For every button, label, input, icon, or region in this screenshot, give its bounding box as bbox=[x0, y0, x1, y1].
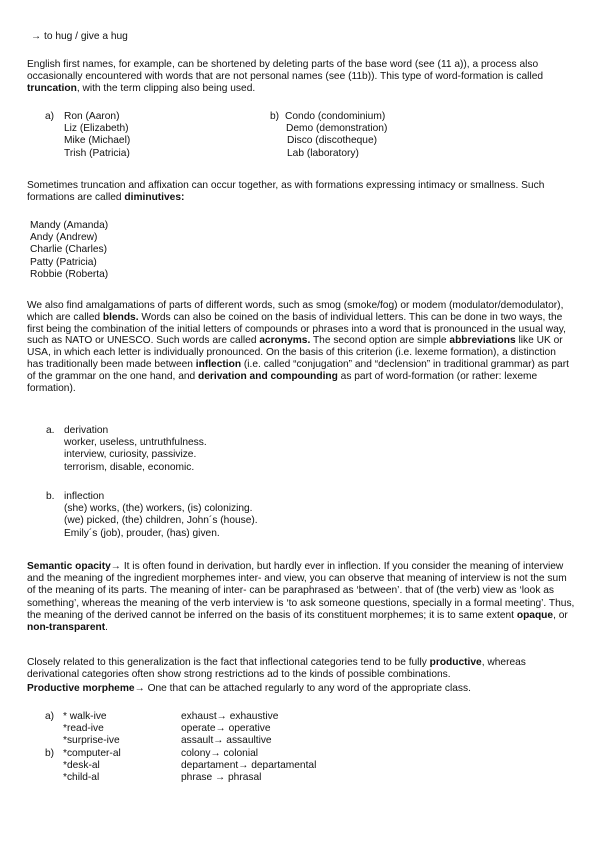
inflection-label: b. bbox=[46, 491, 55, 502]
top-line: → to hug / give a hug bbox=[31, 31, 128, 42]
term-opaque: opaque bbox=[516, 609, 554, 621]
cell-left: *child-al bbox=[63, 771, 100, 783]
paragraph-productivity bbox=[27, 657, 575, 681]
para4-text: → It is often found in derivation, but hardly ever in inflection. If you consider the meaning of interview and the meaning of the ingredient morphemes inter- and view, you can observe that meaning of interview is not the sum of the meaning of its parts. The meaning of inter- can be paraphrased as ‘between’. that of (the verb) view as ‘look as something’, whereas the meaning of the verb interview is ‘to ask someone questions, specially in a formal meeting’. Thus, the meaning of the derived cannot be inferred on the basis of its constituent morphemes; it is to same extent bbox=[27, 561, 575, 621]
list-item: Demo (demonstration) bbox=[286, 123, 388, 135]
list-item: Liz (Elizabeth) bbox=[64, 123, 129, 135]
list-item: Ron (Aaron) bbox=[64, 111, 120, 122]
term-inflection: inflection bbox=[195, 358, 242, 370]
para5-text: , whereas derivational categories often show strong restrictions ad to the kinds of possible combinations. bbox=[27, 657, 526, 681]
para1-text: English first names, for example, can be shortened by deleting parts of the base word (see (11 a)), a process also occasionally encountered with words that are not personal names (see (11b)). This type of word-formation is called bbox=[27, 59, 544, 83]
example-line: interview, curiosity, passivize. bbox=[64, 449, 197, 461]
row-label: a) bbox=[45, 711, 55, 722]
list-b-label: b) bbox=[270, 111, 280, 122]
block-title: inflection bbox=[64, 491, 105, 502]
cell-right: operate→ operative bbox=[181, 723, 271, 735]
derivation-label: a. bbox=[46, 425, 55, 436]
term-derivation-compounding: derivation and compounding bbox=[198, 370, 338, 382]
list-item: Lab (laboratory) bbox=[287, 147, 359, 159]
example-line: worker, useless, untruthfulness. bbox=[64, 437, 207, 449]
para4-text: . bbox=[105, 622, 108, 634]
cell-left: *read-ive bbox=[63, 723, 104, 735]
list-item: Disco (discotheque) bbox=[287, 135, 378, 147]
list-item: Mandy (Amanda) bbox=[30, 220, 109, 231]
term-truncation: truncation bbox=[27, 83, 77, 95]
list-item: Condo (condominium) bbox=[285, 111, 386, 122]
example-line: Emily´s (job), prouder, (has) given. bbox=[64, 527, 220, 539]
term-non-transparent: non-transparent bbox=[27, 622, 106, 634]
list-item: Mike (Michael) bbox=[64, 135, 131, 147]
cell-left: *computer-al bbox=[63, 747, 121, 759]
cell-right: assault→ assaultive bbox=[181, 735, 272, 747]
term-acronyms: acronyms. bbox=[259, 335, 311, 347]
block-title: derivation bbox=[64, 425, 109, 436]
list-item: Trish (Patricia) bbox=[64, 147, 130, 159]
cell-right: exhaust→ exhaustive bbox=[181, 711, 279, 722]
para3-text: as part of word-formation (or rather: lexeme formation). bbox=[27, 370, 538, 394]
list-item: Charlie (Charles) bbox=[30, 244, 107, 256]
para3-text: (i.e. called “conjugation” and “declension” in traditional grammar) as part of the grammar on the one hand, and bbox=[27, 358, 569, 382]
para1-text-end: , with the term clipping also being used. bbox=[76, 83, 256, 95]
para3-text: like UK or USA, in which each letter is individually pronounced. On the basis of this criterion (i.e. lexeme formation), a distinction has traditionally been made between bbox=[27, 335, 563, 370]
row-label: b) bbox=[45, 747, 55, 759]
list-item: Andy (Andrew) bbox=[30, 232, 98, 244]
cell-left: *desk-al bbox=[63, 759, 100, 771]
paragraph-productive-morpheme bbox=[27, 683, 471, 695]
term-blends: blends. bbox=[102, 311, 139, 323]
para3-text: We also find amalgamations of parts of different words, such as smog (smoke/fog) or modem (modulator/demodulator), which are called bbox=[27, 300, 564, 323]
paragraph-semantic-opacity bbox=[27, 561, 575, 634]
term-diminutives: diminutives: bbox=[124, 192, 185, 204]
cell-right: departament→ departamental bbox=[181, 759, 317, 771]
list-item: Patty (Patricia) bbox=[30, 256, 97, 268]
term-semantic-opacity: Semantic opacity bbox=[27, 561, 111, 572]
term-abbreviations: abbreviations bbox=[449, 335, 516, 347]
para2-text: Sometimes truncation and affixation can occur together, as with formations expressing intimacy or smallness. Such formations are called bbox=[27, 180, 545, 204]
cell-left: * walk-ive bbox=[63, 711, 107, 722]
list-a-label: a) bbox=[45, 111, 55, 122]
list-b bbox=[285, 111, 387, 160]
list-a bbox=[64, 111, 130, 160]
para5-text: Closely related to this generalization is the fact that inflectional categories tend to be fully bbox=[27, 657, 430, 668]
paragraph-blends bbox=[27, 300, 575, 394]
term-productive-morpheme: Productive morpheme bbox=[27, 683, 135, 694]
derivation-block bbox=[64, 425, 207, 474]
inflection-block bbox=[64, 491, 258, 540]
para3-text: Words can also be coined on the basis of individual letters. This can be done in two ways, the first being the combination of the initial letters of compounds or phrases into a word that is pronounced in the usual way, such as NATO or UNESCO. Such words are called bbox=[27, 311, 566, 347]
cell-right: colony→ colonial bbox=[181, 747, 259, 759]
paragraph-truncation bbox=[27, 59, 575, 96]
para6-text: → One that can be attached regularly to any word of the appropriate class. bbox=[134, 683, 471, 694]
term-productive: productive bbox=[429, 657, 482, 668]
example-line: (we) picked, (the) children, John´s (house). bbox=[64, 515, 258, 527]
example-line: (she) works, (the) workers, (is) colonizing. bbox=[64, 503, 253, 515]
list-item: Robbie (Roberta) bbox=[30, 268, 109, 280]
para3-text: The second option are simple bbox=[310, 335, 450, 347]
diminutives-list bbox=[30, 220, 108, 281]
para4-text: , or bbox=[553, 609, 568, 621]
cell-right: phrase → phrasal bbox=[181, 771, 262, 783]
cell-left: *surprise-ive bbox=[63, 735, 120, 747]
example-line: terrorism, disable, economic. bbox=[64, 461, 195, 473]
paragraph-diminutives bbox=[27, 180, 575, 204]
